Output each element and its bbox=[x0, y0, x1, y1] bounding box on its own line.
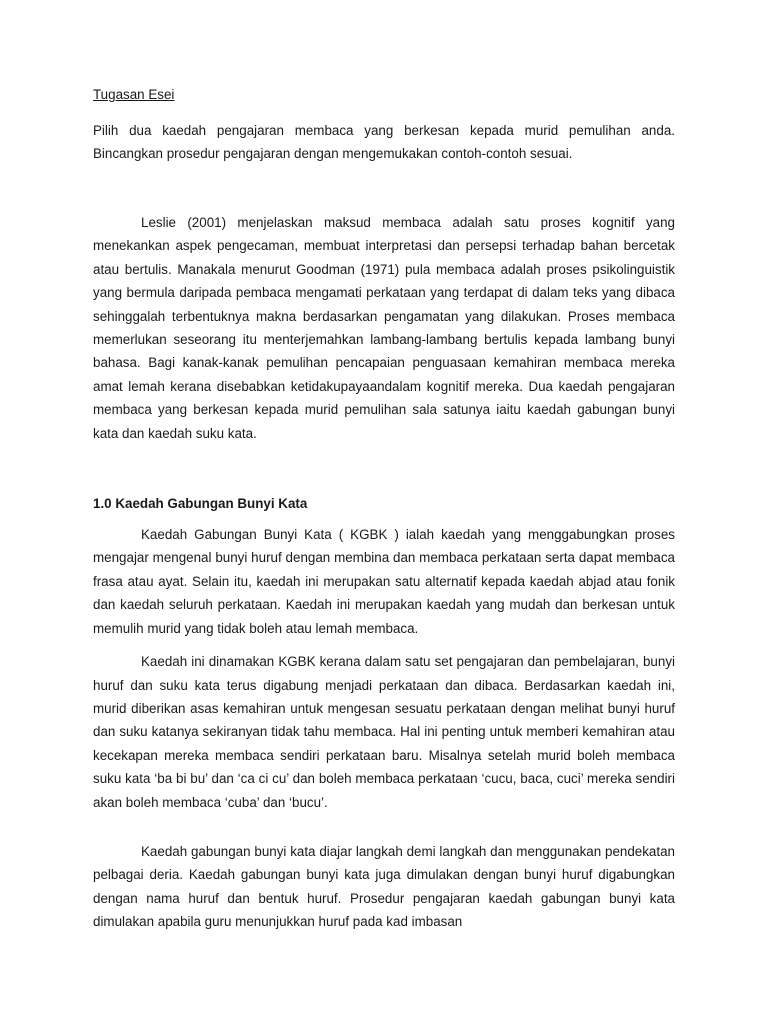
section-paragraph-3: Kaedah gabungan bunyi kata diajar langkah demi langkah dan menggunakan pendekatan pelbagai deria. Kaedah gabungan bunyi kata juga dimulakan dengan bunyi huruf digabungkan dengan nama huruf dan bentuk huruf. Prosedur pengajaran kaedah gabungan bunyi kata dimulakan apabila guru menunjukkan huruf pada kad imbasan bbox=[93, 843, 675, 930]
section-paragraph-1: Kaedah Gabungan Bunyi Kata ( KGBK ) ialah kaedah yang menggabungkan proses mengajar mengenal bunyi huruf dengan membina dan membaca perkataan serta dapat membaca frasa atau ayat. Selain itu, kaedah ini merupakan satu alternatif kepada kaedah abjad atau fonik dan kaedah seluruh perkataan. Kaedah ini merupakan kaedah yang mudah dan berkesan untuk memulih murid yang tidak boleh atau lemah membaca. bbox=[93, 527, 675, 636]
section-paragraph-2: Kaedah ini dinamakan KGBK kerana dalam satu set pengajaran dan pembelajaran, bunyi huruf dan suku kata terus digabung menjadi perkataan dan dibaca. Berdasarkan kaedah ini, murid diberikan asas kemahiran untuk mengesan sesuatu perkataan dengan melihat bunyi huruf dan suku katanya sekiranyan tidak tahu membaca. Hal ini penting untuk memberi kemahiran atau kecekapan mereka membaca sendiri perkataan baru. Misalnya setelah murid boleh membaca suku kata ‘ba bi bu’ dan ‘ca ci cu’ dan boleh membaca perkataan ‘cucu, baca, cuci’ mereka sendiri akan boleh membaca ‘cuba’ dan ‘bucu’. bbox=[93, 654, 675, 810]
section-title: 1.0 Kaedah Gabungan Bunyi Kata bbox=[93, 496, 308, 512]
task-instruction: Pilih dua kaedah pengajaran membaca yang berkesan kepada murid pemulihan anda. Bincangkan prosedur pengajaran dengan mengemukakan contoh-contoh sesuai. bbox=[93, 123, 675, 161]
intro-paragraph: Leslie (2001) menjelaskan maksud membaca adalah satu proses kognitif yang menekankan aspek pengecaman, membuat interpretasi dan persepsi terhadap bahan bercetak atau bertulis. Manakala menurut Goodman (1971) pula membaca adalah proses psikolinguistik yang bermula daripada pembaca mengamati perkataan yang terdapat di dalam teks yang dibaca sehinggalah terbentuknya makna berdasarkan pengamatan yang dilakukan. Proses membaca memerlukan seseorang itu menterjemahkan lambang-lambang bertulis kepada lambang bunyi bahasa. Bagi kanak-kanak pemulihan pencapaian penguasaan kemahiran membaca mereka amat lemah kerana disebabkan ketidakupayaandalam kognitif mereka. Dua kaedah pengajaran membaca yang berkesan kepada murid pemulihan sala satunya iaitu kaedah gabungan bunyi kata dan kaedah suku kata. bbox=[93, 215, 675, 441]
document-page bbox=[93, 84, 675, 934]
assignment-heading: Tugasan Esei bbox=[93, 87, 175, 102]
